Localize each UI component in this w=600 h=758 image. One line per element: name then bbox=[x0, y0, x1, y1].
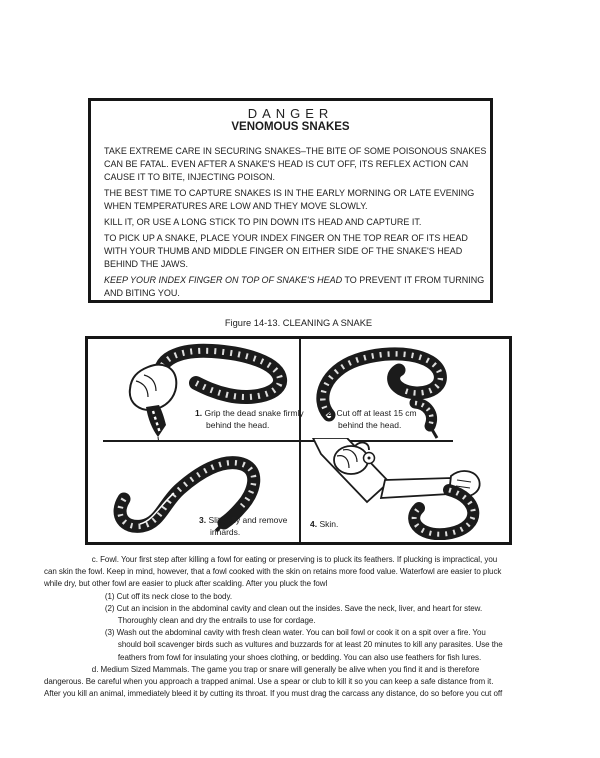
step-label-1 bbox=[195, 408, 306, 431]
body-line: c. Fowl. Your first step after killing a fowl for eating or preserving is to pluck its feathers. If plucking is impractical, you bbox=[44, 555, 498, 564]
step-number: 4. bbox=[310, 519, 318, 529]
figure-caption: Figure 14-13. CLEANING A SNAKE bbox=[224, 318, 373, 328]
step-text: Skin. bbox=[317, 519, 339, 529]
danger-paragraph-3 bbox=[104, 216, 478, 229]
danger-line: CAUSE IT TO BITE, INJECTING POISON. bbox=[104, 172, 276, 182]
danger-line: TO PICK UP A SNAKE, PLACE YOUR INDEX FINGER ON THE TOP REAR OF ITS HEAD bbox=[104, 233, 468, 243]
danger-subtitle: VENOMOUS SNAKES bbox=[231, 121, 350, 133]
danger-phrase-rest: TO PREVENT IT FROM TURNING bbox=[342, 275, 485, 285]
step-number: 1. bbox=[195, 408, 203, 418]
figure-box bbox=[85, 336, 512, 545]
step-text: Cut off at least 15 cm behind the head. bbox=[334, 408, 417, 430]
body-line: After you kill an animal, immediately bleed it by cutting its throat. If you must drag the carcass any distance, do so before you cut off bbox=[44, 689, 503, 699]
danger-paragraph-2 bbox=[104, 187, 478, 213]
danger-line: BEHIND THE JAWS. bbox=[104, 259, 189, 269]
danger-line: CAN BE FATAL. EVEN AFTER A SNAKE'S HEAD IS CUT OFF, ITS REFLEX ACTION CAN bbox=[104, 159, 469, 169]
step-text: Grip the dead snake firmly behind the head. bbox=[202, 408, 304, 430]
danger-title: DANGER bbox=[247, 106, 334, 121]
body-line: Thoroughly clean and dry the entrails to use for cordage. bbox=[44, 616, 316, 626]
danger-paragraph-5 bbox=[104, 274, 485, 300]
body-line: should boil scavenger birds such as vultures and buzzards for at least 20 minutes to kill any parasites. Use the bbox=[44, 640, 503, 650]
danger-line: TAKE EXTREME CARE IN SECURING SNAKES–THE BITE OF SOME POISONOUS SNAKES bbox=[104, 146, 487, 156]
danger-line: AND BITING YOU. bbox=[104, 288, 180, 298]
step-text: Slit belly and remove innards. bbox=[206, 515, 288, 537]
body-line: d. Medium Sized Mammals. The game you trap or snare will generally be alive when you find it and is therefore bbox=[44, 664, 480, 674]
danger-line: WITH YOUR THUMB AND MIDDLE FINGER ON EITHER SIDE OF THE SNAKE'S HEAD bbox=[104, 246, 463, 256]
danger-line: KILL IT, OR USE A LONG STICK TO PIN DOWN ITS HEAD AND CAPTURE IT. bbox=[104, 217, 422, 227]
danger-line: WHEN TEMPERATURES ARE LOW AND THEY MOVE SLOWLY. bbox=[104, 201, 368, 211]
step-label-3 bbox=[199, 515, 310, 538]
body-line: (1) Cut off its neck close to the body. bbox=[44, 591, 232, 601]
body-line: dangerous. Be careful when you approach a trapped animal. Use a spear or club to kill it so you can keep a safe distance from it. bbox=[44, 677, 494, 687]
danger-warning-box bbox=[88, 98, 493, 303]
body-line: while dry, but other fowl are easier to pluck after scalding. After you pluck the fowl bbox=[44, 579, 328, 589]
body-line: feathers from fowl for insulating your shoes clothing, or bedding. You can also use feathers for fish lures. bbox=[44, 652, 482, 662]
body-text bbox=[44, 554, 596, 700]
step-label-4 bbox=[310, 519, 401, 531]
body-line: (3) Wash out the abdominal cavity with fresh clean water. You can boil fowl or cook it on a spit over a fire. You bbox=[44, 628, 486, 638]
danger-paragraphs bbox=[104, 145, 487, 300]
danger-paragraph-4 bbox=[104, 232, 478, 271]
step-label-2 bbox=[327, 408, 444, 431]
step-number: 2. bbox=[327, 408, 335, 418]
danger-italic-phrase: KEEP YOUR INDEX FINGER ON TOP OF SNAKE'S HEAD bbox=[104, 275, 343, 285]
danger-line bbox=[104, 274, 485, 287]
body-line: (2) Cut an incision in the abdominal cavity and clean out the insides. Save the neck, liver, and heart for stew. bbox=[44, 603, 483, 613]
step-number: 3. bbox=[199, 515, 207, 525]
danger-paragraph-1 bbox=[104, 145, 487, 184]
danger-line: THE BEST TIME TO CAPTURE SNAKES IS IN THE EARLY MORNING OR LATE EVENING bbox=[104, 188, 475, 198]
body-line: can skin the fowl. Keep in mind, however, that a fowl cooked with the skin on retains more food value. Waterfowl are easier to pluck bbox=[44, 567, 502, 577]
